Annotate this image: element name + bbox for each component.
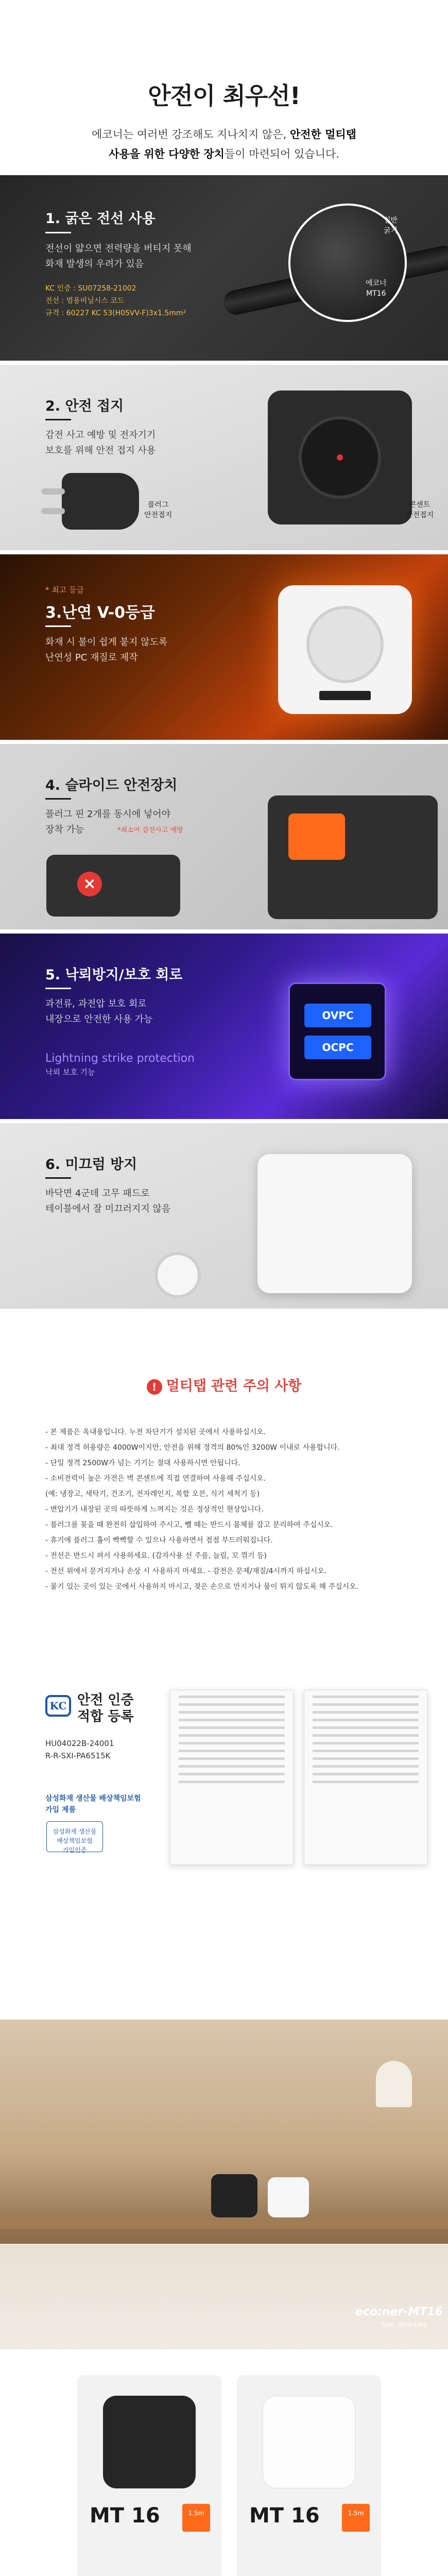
lightning-text: Lightning strike protection	[45, 1052, 195, 1065]
warning-icon: !	[147, 1379, 162, 1395]
divider	[0, 929, 448, 934]
intro-line2: 들이 마련되어 있습니다.	[224, 148, 339, 160]
divider	[0, 740, 448, 744]
feature-surge-protection	[0, 934, 448, 1119]
package-model-name: MT 16	[90, 2504, 160, 2528]
divider	[0, 361, 448, 365]
insurance-line: 삼성화재 생산물 배상책임보험	[45, 1794, 141, 1803]
desc-line: 난연성 PC 재질로 제작	[45, 652, 138, 663]
caution-list	[45, 1425, 448, 1595]
cable-spec	[45, 282, 186, 319]
cert-code: HU04022B-24001	[45, 1739, 114, 1748]
socket-icon	[306, 606, 384, 683]
caution-title	[0, 1375, 448, 1395]
list-item: - 물기 있는 곳이 있는 곳에서 사용하지 마시고, 젖은 손으로 만지거나 물이 튀지 않도록 해 주십시오.	[45, 1583, 359, 1591]
usb-ports-icon	[319, 691, 371, 700]
desc-line: 전선이 얇으면 전력량을 버티지 못해	[45, 243, 192, 254]
label-normal-thickness	[384, 215, 398, 236]
label-line: MT16	[366, 290, 386, 298]
feature-title: 5. 낙뢰방지/보호 회로	[45, 967, 183, 983]
cert-title-line: 안전 인증	[77, 1692, 134, 1708]
rubber-pad-image	[154, 1252, 201, 1298]
white-package-image	[237, 2375, 381, 2576]
feature-title: 4. 슬라이드 안전장치	[45, 777, 178, 793]
desc-line: 화재 시 불이 쉽게 붙지 않도록	[45, 637, 168, 648]
caution-title-text: 멀티탭 관련 주의 사항	[166, 1378, 302, 1394]
title-underline	[45, 625, 71, 627]
kc-mark-icon: KC	[45, 1695, 71, 1717]
black-package-image	[77, 2375, 221, 2576]
desc-line: 장착 가능	[45, 824, 84, 835]
intro-line1-bold: 안전한 멀티탭	[289, 128, 356, 141]
certificate-document-image	[304, 1690, 427, 1865]
cube-product-image	[268, 391, 412, 524]
label-plug-ground	[144, 500, 172, 520]
certification-section	[0, 1690, 448, 2020]
lifestyle-photo	[0, 2020, 448, 2349]
spec-line: KC 인증 : SU07258-21002	[45, 284, 136, 293]
cable-length-tag: 1.5m	[342, 2504, 370, 2532]
label-line: 에코너	[366, 279, 387, 287]
feature-title: 1. 굵은 전선 사용	[45, 211, 156, 227]
desc-line: 보호를 위해 안전 접지 사용	[45, 445, 156, 456]
x-mark-icon: ×	[77, 872, 102, 896]
feature-slide-shutter	[0, 744, 448, 929]
badge-line: 삼성화재 생산물	[53, 1828, 97, 1835]
title-underline	[45, 232, 71, 233]
cert-title	[77, 1692, 134, 1725]
desc-line: 바닥면 4군데 고무 패드로	[45, 1188, 150, 1199]
intro-title: 안전이 최우선!	[148, 82, 300, 110]
list-item: - 단일 정격 2500W가 넘는 기기는 절대 사용하시면 안됩니다.	[45, 1459, 240, 1467]
badge-line: 배상책임보험	[57, 1837, 93, 1844]
desc-line: 플러그 핀 2개를 동시에 넣어야	[45, 809, 170, 820]
intro-line1: 에코너는 여러번 강조해도 지나치지 않은,	[92, 128, 290, 141]
top-grade-badge: * 최고 등급	[45, 585, 84, 595]
feature-title: 6. 미끄럼 방지	[45, 1157, 137, 1173]
lamp-image	[376, 2061, 412, 2107]
label-line: 플러그	[147, 501, 169, 509]
outlet-closeup-image	[46, 855, 180, 917]
feature-desc	[45, 1186, 170, 1217]
title-underline	[45, 1177, 71, 1179]
package-cube	[263, 2396, 355, 2488]
divider	[0, 550, 448, 554]
type-label: Type: Wire Line	[380, 2321, 427, 2328]
label-line: 콘센트	[409, 501, 430, 509]
desc-line: 감전 사고 예방 및 전자기기	[45, 430, 156, 440]
product-bottom-image	[257, 1154, 412, 1293]
package-cube	[103, 2396, 196, 2488]
certificate-document-image	[170, 1690, 294, 1865]
package-model-name: MT 16	[249, 2504, 320, 2528]
title-underline	[45, 419, 71, 420]
caution-section	[0, 1309, 448, 1690]
protection-chip-icon	[288, 982, 386, 1080]
list-item: - 전선 위에서 문거지거나 손상 시 사용하지 마세요. - 감전은 문제/재질/4시까지 하십시오.	[45, 1567, 327, 1575]
insurance-line: 가입 제품	[45, 1806, 76, 1814]
divider	[0, 1119, 448, 1123]
title-underline	[45, 798, 71, 800]
label-outlet-ground	[406, 500, 434, 520]
insurance-text	[45, 1793, 141, 1816]
feature-desc	[45, 428, 156, 459]
white-cube-image	[268, 2177, 309, 2217]
brand-label: eco:ner-MT16	[355, 2306, 443, 2318]
lightning-text-ko: 낙뢰 보호 기능	[45, 1067, 95, 1077]
desc-line: 화재 발생의 우려가 있음	[45, 259, 144, 269]
title-underline	[45, 988, 71, 989]
cert-codes	[45, 1737, 114, 1762]
feature-flame-retardant	[0, 554, 448, 740]
list-item: - 플러그를 꽂을 때 완전히 삽입하여 주시고, 뺄 때는 반드시 몸체를 잡고 분리하여 주십시오.	[45, 1521, 333, 1529]
ovpc-label: OVPC	[304, 1004, 371, 1027]
intro-line2-bold: 사용을 위한 다양한 장치	[109, 148, 225, 160]
list-item: (예: 냉장고, 세탁기, 건조기, 전자레인지, 복합 오븐, 식기 세척기 등)	[45, 1490, 260, 1498]
desc-line: 테이블에서 잘 미끄러지지 않음	[45, 1204, 171, 1214]
list-item: - 전선은 반드시 펴서 사용하세요. (감자사용 선 주름, 늘림, 꼬 꺾기 등)	[45, 1552, 267, 1560]
orange-switch-image	[288, 814, 345, 860]
insurance-badge	[46, 1821, 103, 1852]
label-line: 안전접지	[406, 511, 434, 519]
feature-grounding	[0, 365, 448, 550]
cert-title-line: 적합 등록	[77, 1709, 134, 1724]
white-cube-image	[278, 585, 412, 714]
feature-title: 3.난연 V-0등급	[45, 604, 155, 622]
intro-text	[0, 125, 448, 164]
cert-code: R-R-SXI-PA6515K	[45, 1751, 111, 1760]
label-line: 일반	[384, 216, 398, 225]
list-item: - 최대 정격 허용량은 4000W이지만, 안전을 위해 정격의 80%인 3200W 이내로 사용합니다.	[45, 1444, 340, 1452]
list-item: - 소비전력이 높은 가전은 벽 콘센트에 직접 연결하여 사용해 주십시오.	[45, 1475, 266, 1483]
spec-line: 규격 : 60227 KC 53(H05VV-F)3x1.5mm²	[45, 309, 186, 317]
desc-line: 내장으로 안전한 사용 가능	[45, 1014, 153, 1025]
shock-prevention-note: *최소아 감전사고 예방	[117, 826, 183, 834]
packaging-section	[0, 2349, 448, 2576]
feature-anti-slip	[0, 1123, 448, 1309]
list-item: - 휴기에 플러그 홀이 빡빡할 수 있으나 사용하면서 점점 부드러워집니다.	[45, 1536, 273, 1545]
cable-length-tag: 1.5m	[182, 2504, 210, 2532]
list-item: - 변압기가 내장된 곳의 따뜻하게 느껴지는 것은 정상적인 현상입니다.	[45, 1505, 264, 1514]
socket-icon	[299, 416, 381, 499]
label-line: 안전접지	[144, 511, 173, 519]
intro-section	[0, 0, 448, 175]
spec-line: 전선 : 범용비닐시스 코드	[45, 297, 125, 305]
feature-thick-cable	[0, 175, 448, 361]
label-line: 굵기	[384, 227, 398, 235]
list-item: - 본 제품은 옥내용입니다. 누전 차단기가 설치된 곳에서 사용하십시오.	[45, 1428, 266, 1436]
ocpc-label: OCPC	[304, 1036, 371, 1059]
desc-line: 과전류, 과전압 보호 회로	[45, 998, 147, 1009]
badge-line: 가입인증	[62, 1846, 87, 1854]
feature-desc	[45, 241, 192, 272]
label-econer	[366, 278, 387, 299]
black-cube-image	[211, 2174, 257, 2217]
plug-image	[62, 473, 139, 530]
feature-title: 2. 안전 접지	[45, 398, 124, 414]
feature-desc	[45, 635, 167, 666]
feature-desc	[45, 996, 152, 1027]
